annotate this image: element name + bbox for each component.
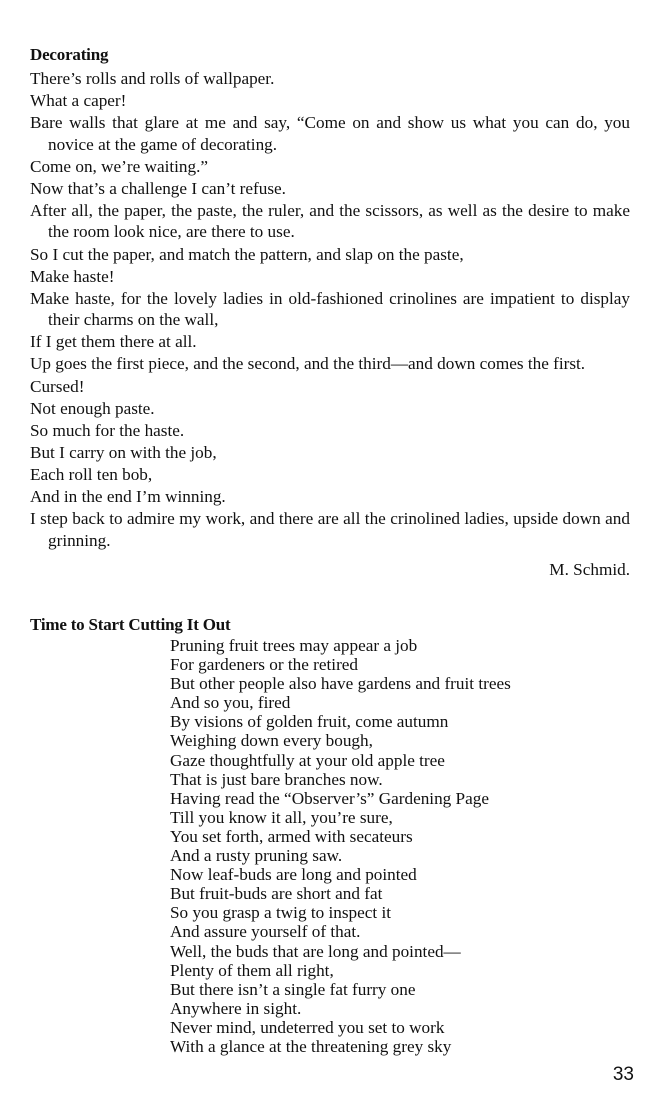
poem-line: By visions of golden fruit, come autumn xyxy=(170,712,449,732)
poem-line: Having read the “Observer’s” Gardening Page xyxy=(170,788,489,808)
poem-title: Decorating xyxy=(30,45,109,64)
poem-line: And so you, fired xyxy=(170,693,291,713)
poem-line: But other people also have gardens and fruit trees xyxy=(170,674,511,694)
poem-line: Till you know it all, you’re sure, xyxy=(170,807,393,827)
poem-author: M. Schmid. xyxy=(549,560,630,580)
poem-line: I step back to admire my work, and there are all the crinolined ladies, upside down and grinning. xyxy=(30,509,630,550)
poem-line: Not enough paste. xyxy=(30,398,155,418)
poem-line: But fruit-buds are short and fat xyxy=(170,884,383,904)
poem-line: Plenty of them all right, xyxy=(170,960,334,980)
poem-line: Bare walls that glare at me and say, “Come on and show us what you can do, you novice at the game of decorating. xyxy=(30,113,630,154)
page-number: 33 xyxy=(612,1064,634,1085)
book-page xyxy=(30,44,630,1056)
poem-line: Up goes the first piece, and the second, and the third—and down comes the first. xyxy=(30,354,586,374)
poem-body xyxy=(30,636,630,1056)
poem-line: But there isn’t a single fat furry one xyxy=(170,979,416,999)
poem-line: Make haste! xyxy=(30,266,115,286)
poem-line: And a rusty pruning saw. xyxy=(170,846,343,866)
poem-line: Now leaf-buds are long and pointed xyxy=(170,865,417,885)
poem-line: That is just bare branches now. xyxy=(170,769,383,789)
poem-line: But I carry on with the job, xyxy=(30,442,217,462)
poem-decorating xyxy=(30,44,630,581)
poem-line: After all, the paper, the paste, the ruler, and the scissors, as well as the desire to make the room look nice, are there to use. xyxy=(30,200,630,242)
poem-line: Cursed! xyxy=(30,376,85,396)
poem-line: And assure yourself of that. xyxy=(170,922,361,942)
poem-line: Pruning fruit trees may appear a job xyxy=(170,636,418,655)
poem-line: There’s rolls and rolls of wallpaper. xyxy=(30,69,275,88)
poem-line: And in the end I’m winning. xyxy=(30,487,226,506)
poem-line: Make haste, for the lovely ladies in old-fashioned crinolines are impatient to display their charms on the wall, xyxy=(30,288,630,330)
poem-line: If I get them there at all. xyxy=(30,332,197,352)
poem-line: With a glance at the threatening grey sky xyxy=(170,1036,452,1056)
poem-line: You set forth, armed with secateurs xyxy=(170,826,413,846)
poem-line: So I cut the paper, and match the pattern, and slap on the paste, xyxy=(30,244,464,264)
poem-line: What a caper! xyxy=(30,91,127,111)
poem-line: Now that’s a challenge I can’t refuse. xyxy=(30,178,286,198)
poem-time-to-start-cutting-it-out xyxy=(30,614,630,1056)
poem-line: Weighing down every bough, xyxy=(170,731,373,751)
poem-line: Well, the buds that are long and pointed— xyxy=(170,941,461,961)
poem-line: For gardeners or the retired xyxy=(170,655,359,675)
poem-line: Each roll ten bob, xyxy=(30,464,153,484)
poem-line: Gaze thoughtfully at your old apple tree xyxy=(170,750,445,770)
poem-line: So you grasp a twig to inspect it xyxy=(170,903,392,923)
poem-line: So much for the haste. xyxy=(30,420,185,440)
poem-title: Time to Start Cutting It Out xyxy=(30,615,231,634)
poem-line: Come on, we’re waiting.” xyxy=(30,156,209,176)
poem-line: Never mind, undeterred you set to work xyxy=(170,1017,445,1037)
poem-line: Anywhere in sight. xyxy=(170,998,302,1018)
